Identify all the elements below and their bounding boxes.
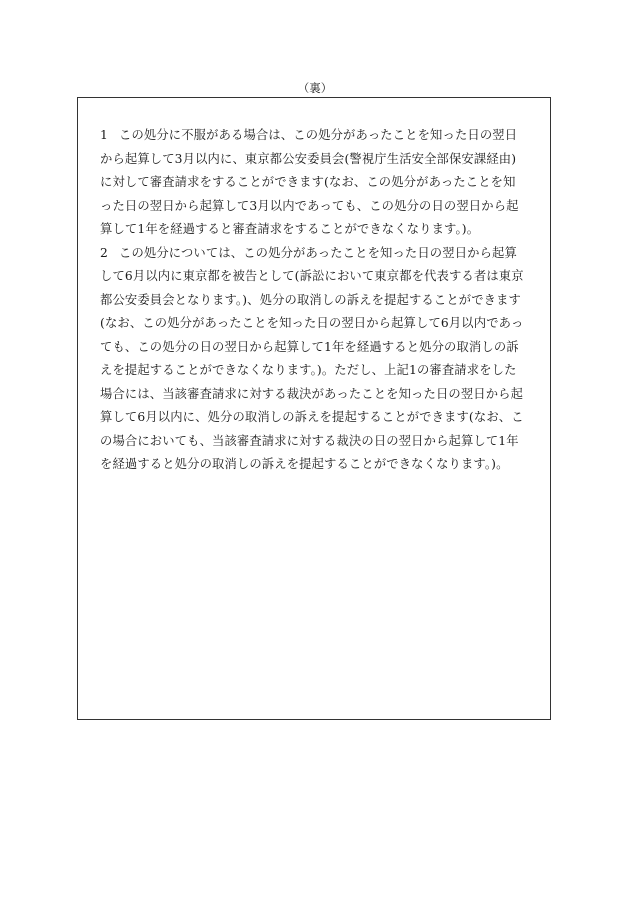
notice-frame [77,97,551,720]
notice-list [100,124,528,477]
notice-item-2 [100,242,528,477]
notice-item-number: 1 [100,128,108,142]
notice-item-text: この処分に不服がある場合は、この処分があったことを知った日の翌日から起算して3月以内に、東京都公安委員会(警視庁生活安全部保安課経由)に対して審査請求をすることができます(なお、この処分があったことを知った日の翌日から起算して3月以内であっても、この処分の日の翌日から起算して1年を経過すると審査請求をすることができなくなります。)。 [100,128,519,236]
page-side-label: （裏） [297,81,333,95]
notice-item-1 [100,124,528,242]
notice-item-text: この処分については、この処分があったことを知った日の翌日から起算して6月以内に東京都を被告として(訴訟において東京都を代表する者は東京都公安委員会となります。)、処分の取消しの訴えを提起することができます(なお、この処分があったことを知った日の翌日から起算して6月以内であっても、この処分の日の翌日から起算して1年を経過すると処分の取消しの訴えを提起することができなくなります。)。ただし、上記1の審査請求をした場合には、当該審査請求に対する裁決があったことを知った日の翌日から起算して6月以内に、処分の取消しの訴えを提起することができます(なお、この場合においても、当該審査請求に対する裁決の日の翌日から起算して1年を経過すると処分の取消しの訴えを提起することができなくなります。)。 [100,245,524,471]
notice-item-number: 2 [100,245,108,260]
